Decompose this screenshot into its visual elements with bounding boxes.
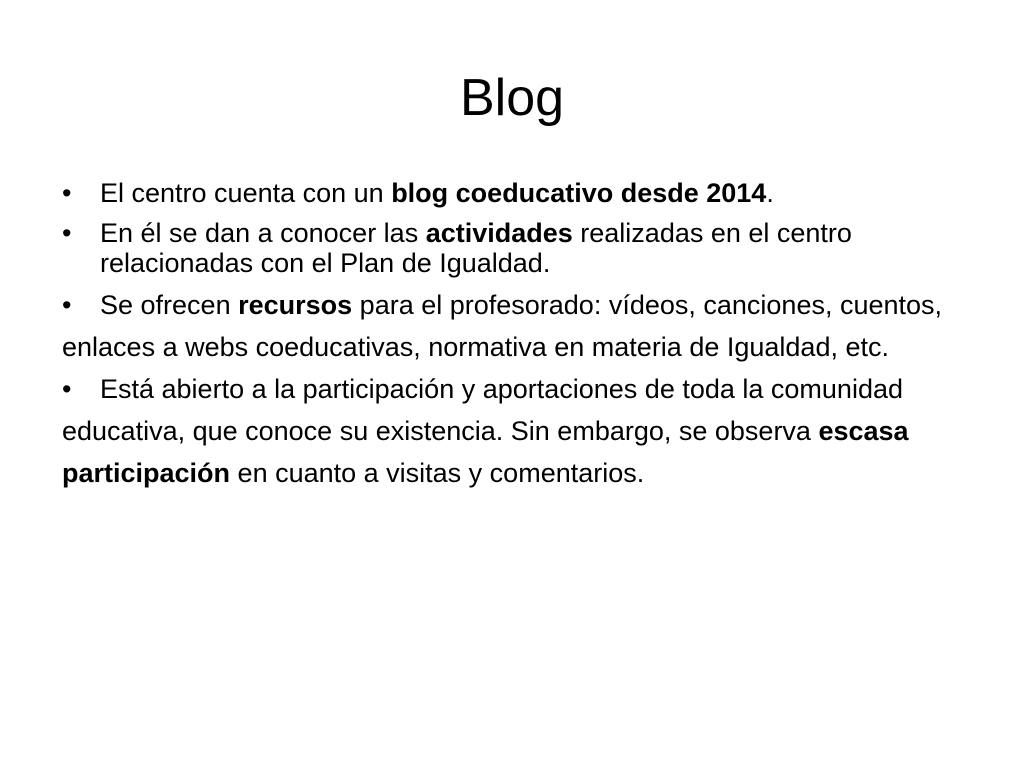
bullet-item: [62, 284, 972, 368]
bullet-dot-icon: •: [62, 218, 72, 248]
bullet-text-part: Está abierto a la participación y aportaciones de toda la comunidad educativa, que conoce su existencia. Sin embargo, se observa: [62, 374, 903, 446]
bullet-text-part: realizadas en el centro relacionadas con el Plan de Igualdad.: [100, 218, 852, 278]
bullet-item: [62, 368, 972, 494]
bullet-text-part: .: [766, 178, 774, 208]
bullet-item: [62, 178, 972, 208]
bullet-text-bold: blog coeducativo desde 2014: [391, 178, 767, 208]
bullet-list: [62, 178, 972, 494]
bullet-text-bold: recursos: [238, 290, 353, 320]
bullet-item: [62, 218, 972, 278]
bullet-text-part: en cuanto a visitas y comentarios.: [230, 458, 645, 488]
bullet-text-part: El centro cuenta con un: [100, 178, 392, 208]
slide-title: Blog: [459, 69, 565, 127]
bullet-text-bold: actividades: [425, 218, 573, 248]
bullet-text-bold: escasa participación: [62, 416, 909, 488]
bullet-text-part: En él se dan a conocer las: [100, 218, 426, 248]
bullet-text-part: Se ofrecen: [100, 290, 239, 320]
bullet-text-part: para el profesorado: vídeos, canciones, cuentos, enlaces a webs coeducativas, normativa en materia de Igualdad, etc.: [62, 290, 943, 362]
bullet-dot-icon: •: [62, 290, 72, 320]
bullet-dot-icon: •: [62, 178, 72, 208]
bullet-dot-icon: •: [62, 374, 72, 404]
